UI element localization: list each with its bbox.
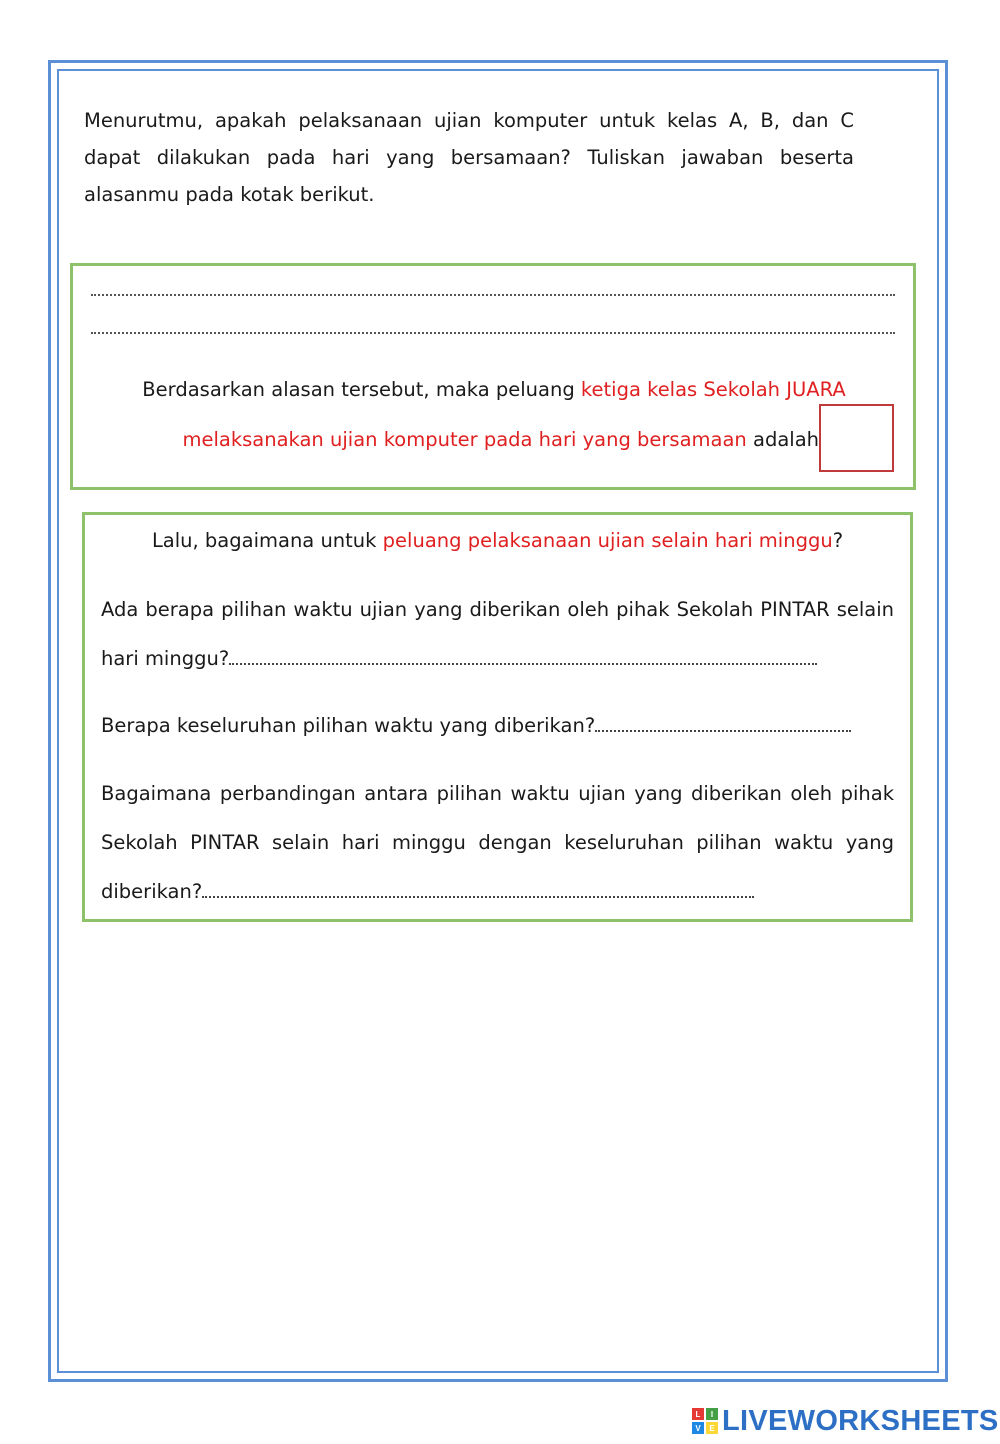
question-1-answer-line[interactable] xyxy=(229,663,817,665)
logo-icon xyxy=(692,1408,718,1434)
statement-suffix: adalah xyxy=(746,428,819,451)
statement-prefix: Berdasarkan alasan tersebut, maka peluang xyxy=(142,378,581,401)
heading-prefix: Lalu, bagaimana untuk xyxy=(151,529,383,552)
probability-statement-line2 xyxy=(129,428,819,451)
answer-line-1[interactable] xyxy=(91,294,895,296)
question-box-weekday xyxy=(82,512,913,922)
logo-tile-e: E xyxy=(706,1422,718,1434)
question-3-answer-line[interactable] xyxy=(202,896,754,898)
liveworksheets-logo xyxy=(692,1404,999,1438)
question-3-text: Bagaimana perbandingan antara pilihan waktu ujian yang diberikan oleh pihak Sekolah PINTAR selain hari minggu dengan keseluruhan pilihan waktu yang diberikan? xyxy=(101,782,894,903)
statement-highlight-1: ketiga kelas Sekolah JUARA xyxy=(580,378,846,401)
question-box-heading xyxy=(85,529,910,552)
question-2-text: Berapa keseluruhan pilihan waktu yang diberikan? xyxy=(101,714,596,737)
question-3 xyxy=(101,769,894,916)
question-2 xyxy=(101,701,894,750)
answer-box-reasoning xyxy=(70,263,916,490)
probability-statement-line1 xyxy=(99,378,889,401)
logo-tile-i: I xyxy=(706,1408,718,1420)
question-2-answer-line[interactable] xyxy=(595,730,851,732)
intro-question: Menurutmu, apakah pelaksanaan ujian komputer untuk kelas A, B, dan C dapat dilakukan pada hari yang bersamaan? Tuliskan jawaban beserta alasanmu pada kotak berikut. xyxy=(84,109,854,206)
heading-suffix: ? xyxy=(832,529,844,552)
heading-highlight: peluang pelaksanaan ujian selain hari minggu xyxy=(382,529,833,552)
probability-answer-box[interactable] xyxy=(819,404,894,472)
answer-line-2[interactable] xyxy=(91,332,895,334)
question-1 xyxy=(101,585,894,683)
logo-tile-l: L xyxy=(692,1408,704,1420)
statement-highlight-2: melaksanakan ujian komputer pada hari yang bersamaan xyxy=(182,428,747,451)
logo-text: LIVEWORKSHEETS xyxy=(722,1404,999,1437)
logo-tile-v: V xyxy=(692,1422,704,1434)
question-1-text: Ada berapa pilihan waktu ujian yang diberikan oleh pihak Sekolah PINTAR selain hari minggu? xyxy=(101,598,894,670)
